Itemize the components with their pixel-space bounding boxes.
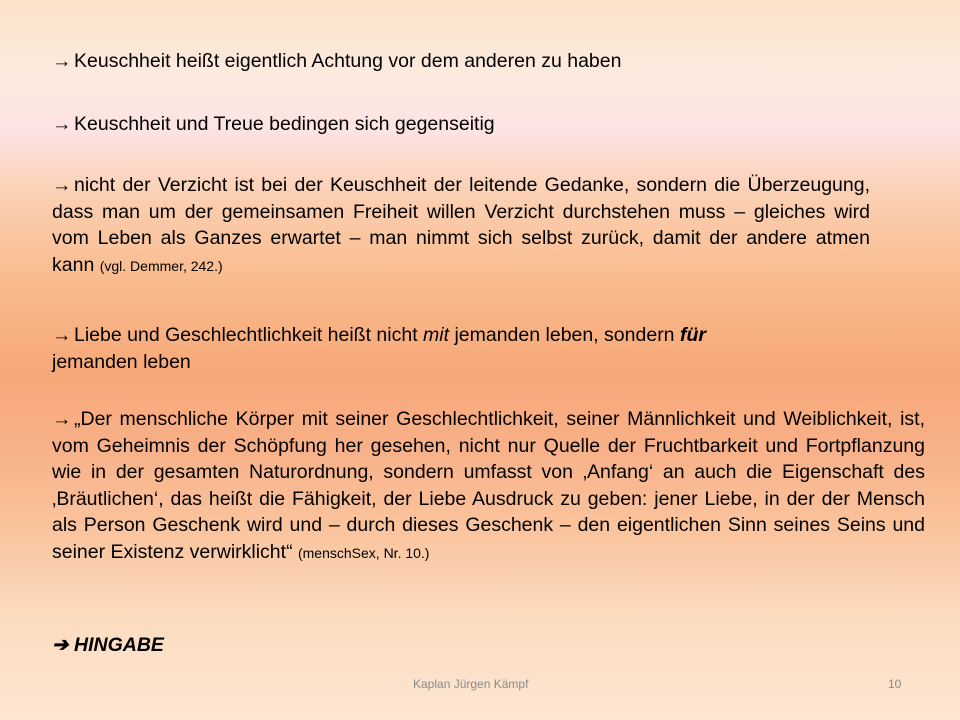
bullet-text-part: jemanden leben, sondern xyxy=(449,324,680,346)
hingabe-text: HINGABE xyxy=(74,634,164,656)
bullet-chastity-respect xyxy=(52,48,892,75)
bullet-hingabe xyxy=(52,632,452,659)
emphasis-mit: mit xyxy=(423,324,450,346)
footer-page-number: 10 xyxy=(888,677,902,691)
bold-arrow-icon: ➔ xyxy=(52,634,69,656)
bullet-text: Keuschheit heißt eigentlich Achtung vor dem anderen zu haben xyxy=(74,50,622,72)
bullet-text: Keuschheit und Treue bedingen sich gegenseitig xyxy=(74,113,495,135)
bullet-chastity-fidelity xyxy=(52,111,892,138)
bullet-text-part: jemanden leben xyxy=(52,350,191,373)
bullet-text-part: Liebe und Geschlechtlichkeit heißt nicht xyxy=(74,324,424,346)
bullet-quote-body xyxy=(52,406,925,566)
arrow-icon: → xyxy=(52,324,72,346)
arrow-icon: → xyxy=(52,408,72,430)
quote-text: „Der menschliche Körper mit seiner Geschlechtlichkeit, seiner Männlichkeit und Weiblichkeit, ist, vom Geheimnis der Schöpfung her gesehen, nicht nur Quelle der Fruchtbarkeit und Fortpflanzung wie in der gesamten Naturordnung, sondern umfasst von ‚Anfang‘ an auch die Eigenschaft des ‚Bräutlichen‘, das heißt die Fähigkeit, der Liebe Ausdruck zu geben: jener Liebe, in der der Mensch als Person Geschenk wird und – durch dieses Geschenk – den eigentlichen Sinn seines Seins und seiner Existenz verwirklicht“ xyxy=(52,408,925,563)
arrow-icon: → xyxy=(52,174,72,196)
bullet-text: nicht der Verzicht ist bei der Keuschheit der leitende Gedanke, sondern die Überzeugung, dass man um der gemeinsamen Freiheit willen Verzicht durchstehen muss – gleiches wird vom Leben als Ganzes erwartet – man nimmt sich selbst zurück, damit der andere atmen kann xyxy=(52,174,870,276)
emphasis-fuer: für xyxy=(679,324,706,346)
citation: (menschSex, Nr. 10.) xyxy=(297,544,430,561)
bullet-renunciation xyxy=(52,172,870,279)
citation: (vgl. Demmer, 242.) xyxy=(99,257,223,274)
arrow-icon: → xyxy=(52,50,72,72)
bullet-love-for-others xyxy=(52,322,892,375)
footer-author: Kaplan Jürgen Kämpf xyxy=(413,677,529,691)
arrow-icon: → xyxy=(52,113,72,135)
